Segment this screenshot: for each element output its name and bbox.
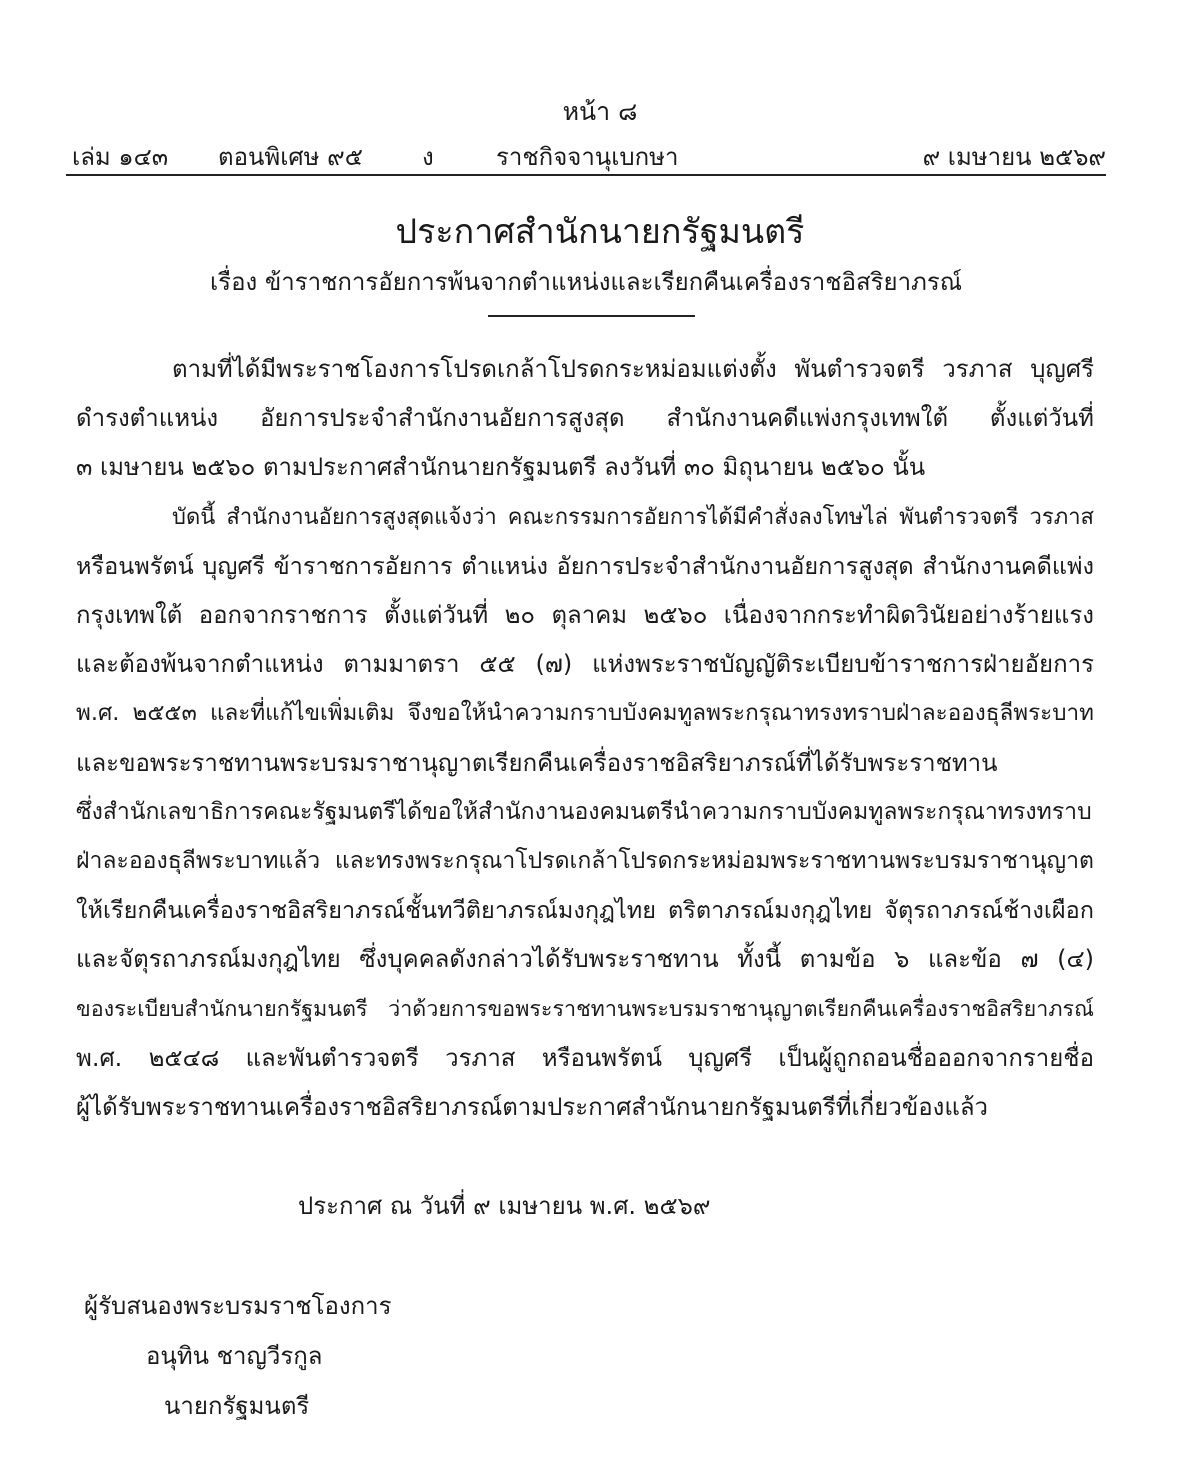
section-number: ตอนพิเศษ ๙๕: [218, 143, 363, 171]
signatory-position: นายกรัฐมนตรี: [164, 1392, 310, 1420]
volume-number: เล่ม ๑๔๓: [72, 143, 169, 171]
paragraph-line: กรุงเทพใต้ ออกจากราชการ ตั้งแต่วันที่ ๒๐ ตุลาคม ๒๕๖๐ เนื่องจากกระทำผิดวินัยอย่างร้ายแรง: [76, 601, 1094, 630]
paragraph-line: หรือนพรัตน์ บุญศรี ข้าราชการอัยการ ตำแหน่ง อัยการประจำสำนักงานอัยการสูงสุด สำนักงานคดีแพ่ง: [76, 551, 1094, 580]
paragraph-line: และต้องพ้นจากตำแหน่ง ตามมาตรา ๕๕ (๗) แห่งพระราชบัญญัติระเบียบข้าราชการฝ่ายอัยการ: [76, 650, 1094, 679]
paragraph-line: ผู้ได้รับพระราชทานเครื่องราชอิสริยาภรณ์ตามประกาศสำนักนายกรัฐมนตรีที่เกี่ยวข้องแล้ว: [76, 1093, 989, 1122]
gazette-name: ราชกิจจานุเบกษา: [496, 143, 679, 171]
paragraph-line: ฝ่าละอองธุลีพระบาทแล้ว และทรงพระกรุณาโปรดเกล้าโปรดกระหม่อมพระราชทานพระบรมราชานุญาต: [76, 848, 1094, 875]
paragraph-line: ๓ เมษายน ๒๕๖๐ ตามประกาศสำนักนายกรัฐมนตรี ลงวันที่ ๓๐ มิถุนายน ๒๕๖๐ นั้น: [76, 453, 926, 482]
paragraph-line: และขอพระราชทานพระบรมราชานุญาตเรียกคืนเครื่องราชอิสริยาภรณ์ที่ได้รับพระราชทาน: [76, 748, 998, 777]
paragraph-line: ตามที่ได้มีพระราชโองการโปรดเกล้าโปรดกระหม่อมแต่งตั้ง พันตำรวจตรี วรภาส บุญศรี: [172, 355, 1094, 383]
paragraph-line: บัดนี้ สำนักงานอัยการสูงสุดแจ้งว่า คณะกรรมการอัยการได้มีคำสั่งลงโทษไล่ พันตำรวจตรี วรภาส: [172, 504, 1094, 530]
announcement-subject: เรื่อง ข้าราชการอัยการพ้นจากตำแหน่งและเรียกคืนเครื่องราชอิสริยาภรณ์: [209, 268, 963, 296]
announcement-title: ประกาศสำนักนายกรัฐมนตรี: [395, 212, 805, 252]
page-number: หน้า ๘: [562, 97, 638, 126]
issued-date: ประกาศ ณ วันที่ ๙ เมษายน พ.ศ. ๒๕๖๙: [298, 1192, 711, 1220]
paragraph-line: พ.ศ. ๒๕๕๓ และที่แก้ไขเพิ่มเติม จึงขอให้นำความกราบบังคมทูลพระกรุณาทรงทราบฝ่าละอองธุลีพระบาท: [76, 700, 1094, 727]
signatory-name: อนุทิน ชาญวีรกูล: [146, 1342, 323, 1370]
paragraph-line: ให้เรียกคืนเครื่องราชอิสริยาภรณ์ชั้นทวีติยาภรณ์มงกุฎไทย ตริตาภรณ์มงกุฎไทย จัตุรถาภรณ์ช้างเผือก: [76, 896, 1094, 925]
part-letter: ง: [422, 143, 434, 171]
paragraph-2: [76, 493, 1094, 1133]
header-rule: [66, 174, 1106, 176]
gazette-header: [72, 137, 1106, 171]
paragraph-line: ซึ่งสำนักเลขาธิการคณะรัฐมนตรีได้ขอให้สำนักงานองคมนตรีนำความกราบบังคมทูลพระกรุณาทรงทราบ: [76, 798, 1092, 825]
countersign-label: ผู้รับสนองพระบรมราชโองการ: [84, 1292, 392, 1320]
announcement-body: [76, 345, 1094, 1132]
paragraph-1: [76, 345, 1094, 493]
paragraph-line: ของระเบียบสำนักนายกรัฐมนตรี ว่าด้วยการขอพระราชทานพระบรมราชานุญาตเรียกคืนเครื่องราชอิสริยาภรณ์: [76, 996, 1094, 1022]
title-divider: [488, 315, 695, 317]
gazette-date: ๙ เมษายน ๒๕๖๙: [922, 143, 1106, 171]
paragraph-line: พ.ศ. ๒๕๔๘ และพันตำรวจตรี วรภาส หรือนพรัตน์ บุญศรี เป็นผู้ถูกถอนชื่อออกจากรายชื่อ: [76, 1043, 1094, 1072]
paragraph-line: และจัตุรถาภรณ์มงกุฎไทย ซึ่งบุคคลดังกล่าวได้รับพระราชทาน ทั้งนี้ ตามข้อ ๖ และข้อ ๗ (๔): [76, 945, 1094, 974]
paragraph-line: ดำรงตำแหน่ง อัยการประจำสำนักงานอัยการสูงสุด สำนักงานคดีแพ่งกรุงเทพใต้ ตั้งแต่วันที่: [76, 404, 1094, 433]
